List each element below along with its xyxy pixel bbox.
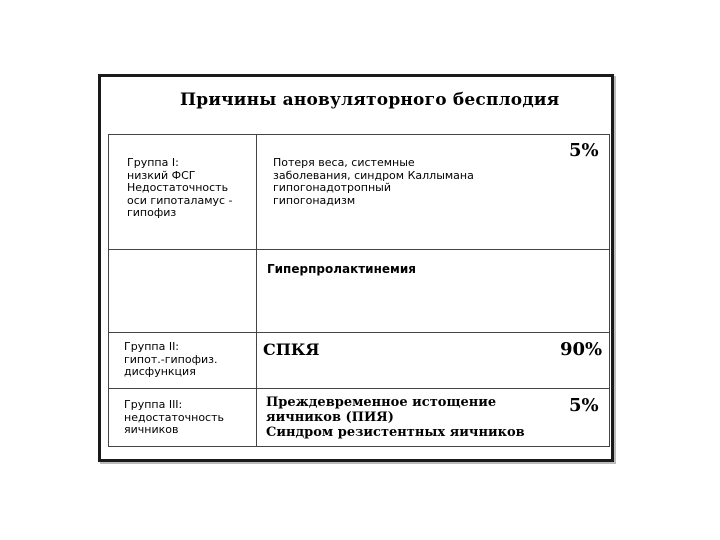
group3-percent: 5% [569, 395, 599, 416]
group1-cause: Потеря веса, системные заболевания, синдром Каллымана гипогонадотропный гипогонадизм [273, 156, 474, 207]
hyperprolactinemia-cause: Гиперпролактинемия [267, 262, 416, 276]
table-right-line [609, 134, 610, 446]
group3-cause: Преждевременное истощение яичников (ПИЯ) Синдром резистентных яичников [266, 395, 525, 440]
group2-percent: 90% [560, 339, 603, 360]
table-bottom-line [108, 446, 610, 447]
group3-label: Группа III: недостаточность яичников [124, 398, 224, 436]
row-divider-1 [108, 249, 610, 250]
column-divider [256, 134, 257, 446]
group1-percent: 5% [569, 140, 599, 161]
row-divider-3 [108, 388, 610, 389]
table-left-line [108, 134, 109, 446]
group2-label: Группа II: гипот.-гипофиз. дисфункция [124, 340, 218, 378]
slide-title: Причины ановуляторного бесплодия [180, 90, 560, 110]
group1-label: Группа I: низкий ФСГ Недостаточность оси гипоталамус - гипофиз [127, 156, 233, 219]
row-divider-2 [108, 332, 610, 333]
group2-cause: СПКЯ [263, 340, 320, 359]
table-top-line [108, 134, 610, 135]
